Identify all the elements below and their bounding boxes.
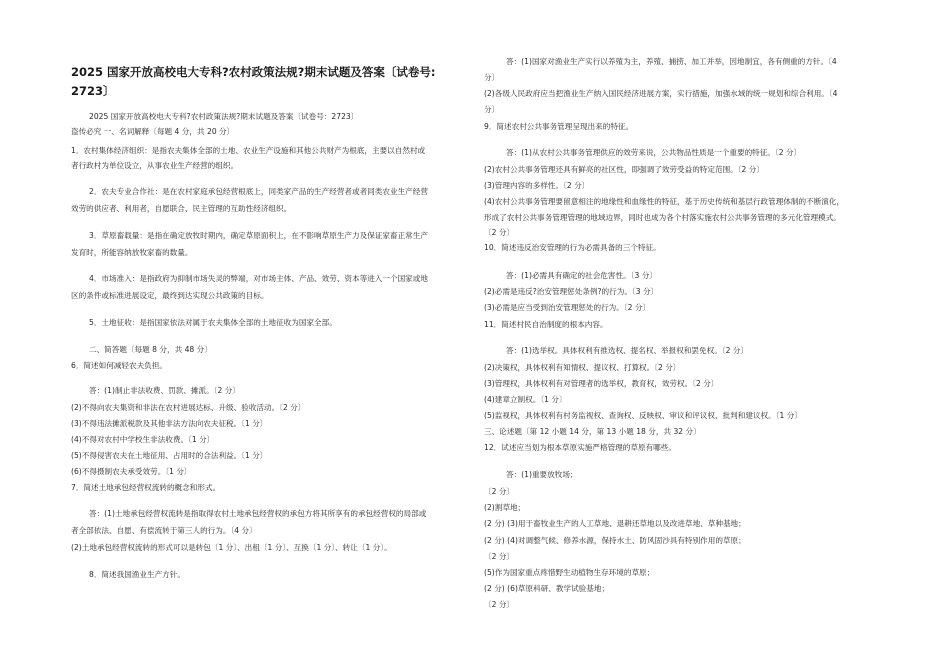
- question-line: 9．简述农村公共事务管理呈现出来的特征。: [484, 122, 634, 131]
- question-line: 7．简述土地承包经营权流转的概念和形式。: [71, 483, 221, 492]
- answer-line: (2)决策权，具体权利有知情权、提议权、打算权。〔2 分〕: [484, 363, 681, 372]
- answer-line: (6)不得摄制农夫承受效劳。〔1 分〕: [71, 467, 192, 476]
- answer-line: 答：(1)土地承包经营权流转是指取得农村土地承包经营权的承包方将其所享有的承包经营权的局部或: [89, 509, 427, 518]
- question-line: 11．简述村民自治制度的根本内容。: [484, 320, 608, 329]
- subtitle-line: 2025 国家开放高校电大专科?农村政策法规?期末试题及答案〔试卷号：2723〕: [89, 112, 359, 121]
- text-line: 者行政村为单位设立，从事农业生产经营的组织。: [71, 161, 239, 170]
- answer-line: (2)农村公共事务管理还具有鲜亮的社区性，即强调了效劳受益的特定范围。〔2 分〕: [484, 165, 764, 174]
- answer-line: (5)作为国家重点疼惜野生动植物生存环境的草原；: [484, 568, 655, 577]
- answer-line: 者全部依法、自愿、有偿流转于第三人的行为。〔4 分〕: [71, 526, 257, 535]
- text-line: 2．农夫专业合作社：是在农村家庭承包经营根底上，同类家产品的生产经营者或者同类农业生产经营: [89, 187, 428, 196]
- answer-line: (2 分) (6)草原科研、教学试验基地；: [484, 584, 610, 593]
- answer-line: (2 分) (4)对调整气候、修养水源，保持水土、防风固沙具有特别作用的草原；: [484, 536, 746, 545]
- answer-line: 形成了农村公共事务管理管理的地域边界，同时也成为各个村落实施农村公共事务管理的多元化管理模式。: [484, 213, 841, 222]
- answer-line: 分〕: [484, 105, 500, 114]
- answer-line: 答：(1)从农村公共事务管理供应的效劳来说，公共物品性质是一个重要的特征。〔2 分〕: [506, 148, 802, 157]
- answer-line: 答：(1)制止非法收费、罚款、摊派。〔2 分〕: [89, 386, 240, 395]
- answer-line: (3)不得违法摊派税款及其他非法方法向农夫征税。〔1 分〕: [71, 419, 268, 428]
- text-line: 发育时，所能容纳放牧家畜的数量。: [71, 248, 193, 257]
- document-title: 2025 国家开放高校电大专科?农村政策法规?期末试题及答案〔试卷号:: [71, 65, 436, 79]
- answer-line: (4)建章立制权。〔1 分〕: [484, 395, 567, 404]
- answer-line: 答：(1)选举权。具体权利有推选权、提名权、举报权和罢免权。〔2 分〕: [506, 346, 749, 355]
- section-heading: 盗传必究 一、名词解释〔每题 4 分，共 20 分〕: [71, 127, 235, 136]
- answer-line: (3)管理权，具体权利有对管理者的选举权，教育权，效劳权。〔2 分〕: [484, 379, 719, 388]
- text-line: 3．草原畜载量：是指在确定放牧时期内，确定草原面积上，在不影响草原生产力及保证家畜正常生产: [89, 231, 428, 240]
- document-title-cont: 2723〕: [71, 84, 115, 98]
- question-line: 6．简述如何减轻农夫负担。: [71, 361, 167, 370]
- question-line: 8．简述我国渔业生产方针。: [89, 570, 185, 579]
- answer-line: 答：(1)重要放牧场；: [506, 470, 578, 479]
- answer-line: (2)割草地；: [484, 503, 526, 512]
- question-line: 10．简述违反治安管理的行为必需具备的三个特征。: [484, 243, 661, 252]
- answer-line: (2)必需是违反?治安管理惩处条例?的行为。〔3 分〕: [484, 287, 659, 296]
- answer-line: (2)土地承包经营权流转的形式可以是转包〔1 分〕、出租〔1 分〕、互换〔1 分〕、转让〔1 分〕。: [71, 543, 392, 552]
- section-heading: 三、论述题〔第 12 小题 14 分，第 13 小题 18 分，共 32 分〕: [484, 427, 701, 436]
- answer-line: 分〕: [484, 73, 500, 82]
- text-line: 5．土地征收：是指国家依法对属于农夫集体全部的土地征收为国家全部。: [89, 318, 337, 327]
- answer-line: (3)管理内容的多样性。〔2 分〕: [484, 181, 590, 190]
- answer-line: (5)不得侵害农夫在土地征用、占用时的合法利益。〔1 分〕: [71, 451, 268, 460]
- answer-line: 〔2 分〕: [484, 487, 515, 496]
- answer-line: (2)不得向农夫集资和非法在农村进展达标、升级、验收活动。〔2 分〕: [71, 403, 306, 412]
- answer-line: (2 分) (3)用于畜牧业生产的人工草地、退耕还草地以及改进草地、草种基地；: [484, 519, 746, 528]
- answer-line: 答：(1)必需具有确定的社会危害性。〔3 分〕: [506, 271, 657, 280]
- answer-line: (4)农村公共事务管理要留意相注的地缘性和血缘性的特征，基于历史传统和基层行政管理体制的不断演化，: [484, 197, 845, 206]
- section-heading: 二、简答题〔每题 8 分，共 48 分〕: [89, 345, 212, 354]
- answer-line: 〔2 分〕: [484, 552, 515, 561]
- answer-line: (5)监视权，具体权利有村务监视权、查询权、反映权、审议和评议权、批判和建议权。〔1 分〕: [484, 411, 802, 420]
- text-line: 1．农村集体经济组织：是指农夫集体全部的土地、农业生产设施和其他公共财产为根底，主要以自然村或: [71, 146, 426, 155]
- answer-line: (4)不得对农村中学校生非法收费。〔1 分〕: [71, 435, 215, 444]
- answer-line: (2)各级人民政府应当把渔业生产纳入国民经济进展方案，实行措施，加强水域的统一规划和综合利用。〔4: [484, 89, 838, 98]
- text-line: 4．市场准入：是指政府为抑制市场失灵的弊端，对市场主体、产品、效劳、资本等进入一个国家或地: [89, 274, 428, 283]
- text-line: 效劳的供应者、利用者，自愿联合、民主管理的互助性经济组织。: [71, 204, 292, 213]
- answer-line: 〔2 分〕: [484, 228, 515, 237]
- answer-line: 答：(1)国家对渔业生产实行以养殖为主，养殖、捕捞、加工并举，因地制宜，各有侧重的方针。〔4: [506, 57, 837, 66]
- answer-line: (3)必需是应当受到治安管理惩处的行为。〔2 分〕: [484, 303, 651, 312]
- question-line: 12．试述应当划为根本草原实施严格管理的草原有哪些。: [484, 443, 676, 452]
- text-line: 区的条件或标准进展设定，最终到达实现公共政策的目标。: [71, 291, 269, 300]
- answer-line: 〔2 分〕: [484, 600, 515, 609]
